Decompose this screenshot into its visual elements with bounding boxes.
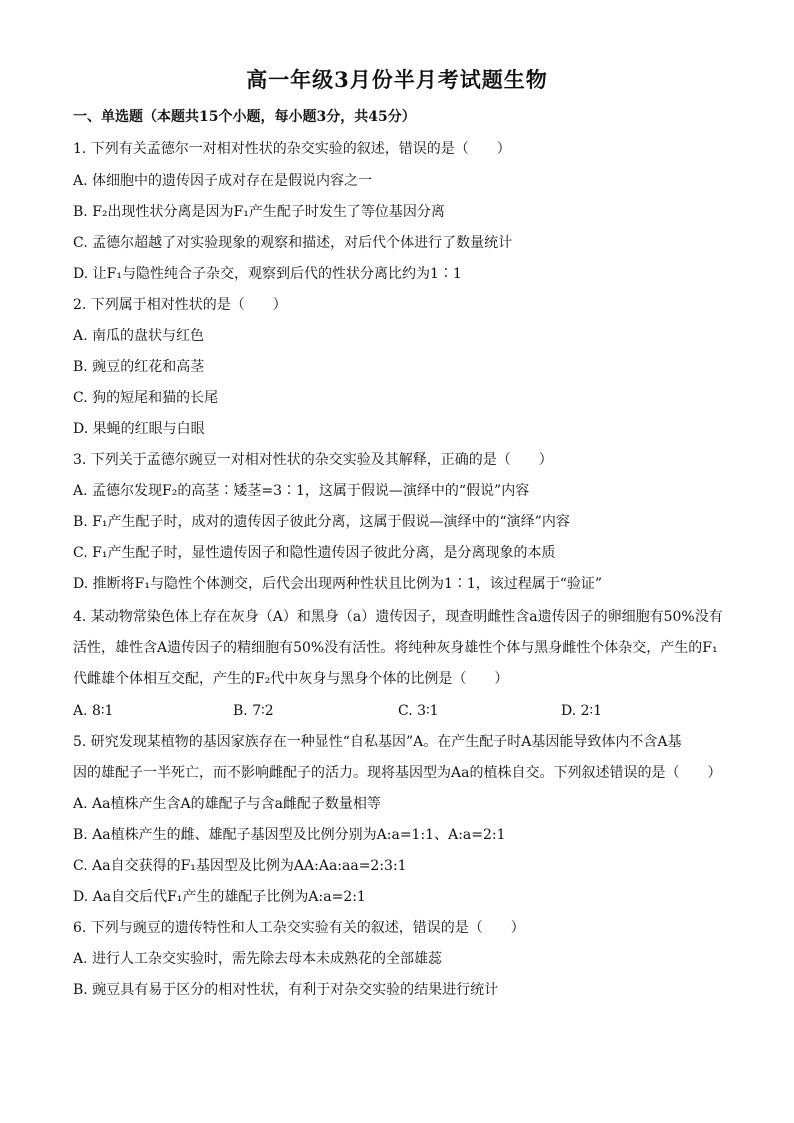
question-5-stem-line-2: 因的雄配子一半死亡，而不影响雌配子的活力。现将基因型为Aa的植株自交。下列叙述错误的是（ ） <box>73 765 722 781</box>
question-2-option-c: C. 狗的短尾和猫的长尾 <box>73 390 219 406</box>
question-4-option-a: A. 8∶1 <box>73 703 114 719</box>
question-5-option-c: C. Aa自交获得的F₁基因型及比例为AA:Aa:aa=2:3:1 <box>73 858 407 874</box>
question-1-stem: 1. 下列有关孟德尔一对相对性状的杂交实验的叙述，错误的是（ ） <box>73 141 511 157</box>
question-4-option-d: D. 2∶1 <box>561 703 603 719</box>
question-3-option-a: A. 孟德尔发现F₂的高茎∶矮茎=3∶1，这属于假说—演绎中的“假说”内容 <box>73 483 530 499</box>
question-3-option-b: B. F₁产生配子时，成对的遗传因子彼此分离，这属于假说—演绎中的“演绎”内容 <box>73 514 570 530</box>
question-3-option-c: C. F₁产生配子时，显性遗传因子和隐性遗传因子彼此分离，是分离现象的本质 <box>73 545 556 561</box>
section-heading: 一、单选题（本题共15个小题，每小题3分，共45分） <box>73 109 416 125</box>
question-3-option-d: D. 推断将F₁与隐性个体测交，后代会出现两种性状且比例为1∶1，该过程属于“验证” <box>73 576 603 592</box>
question-1-option-a: A. 体细胞中的遗传因子成对存在是假说内容之一 <box>73 173 373 189</box>
question-4-option-c: C. 3∶1 <box>398 703 439 719</box>
question-1-option-d: D. 让F₁与隐性纯合子杂交，观察到后代的性状分离比约为1∶1 <box>73 266 462 282</box>
question-2-option-a: A. 南瓜的盘状与红色 <box>73 328 205 344</box>
question-4-stem-line-1: 4. 某动物常染色体上存在灰身（A）和黑身（a）遗传因子，现查明雌性含a遗传因子的卵细胞有50%没有 <box>73 609 723 625</box>
question-5-option-a: A. Aa植株产生含A的雄配子与含a雌配子数量相等 <box>73 796 381 812</box>
question-4-stem-line-3: 代雌雄个体相互交配，产生的F₂代中灰身与黑身个体的比例是（ ） <box>73 671 509 687</box>
question-5-option-d: D. Aa自交后代F₁产生的雄配子比例为A:a=2:1 <box>73 889 366 905</box>
question-2-option-b: B. 豌豆的红花和高茎 <box>73 359 205 375</box>
question-5-stem-line-1: 5. 研究发现某植物的基因家族存在一种显性“自私基因”A。在产生配子时A基因能导致体内不含A基 <box>73 734 682 750</box>
question-4-stem-line-2: 活性，雄性含A遗传因子的精细胞有50%没有活性。将纯种灰身雄性个体与黑身雌性个体杂交，产生的F₁ <box>73 640 718 656</box>
question-3-stem: 3. 下列关于孟德尔豌豆一对相对性状的杂交实验及其解释，正确的是（ ） <box>73 452 553 468</box>
question-5-option-b: B. Aa植株产生的雌、雄配子基因型及比例分别为A:a=1:1、A:a=2:1 <box>73 827 506 843</box>
question-6-option-b: B. 豌豆具有易于区分的相对性状，有利于对杂交实验的结果进行统计 <box>73 982 499 998</box>
question-6-stem: 6. 下列与豌豆的遗传特性和人工杂交实验有关的叙述，错误的是（ ） <box>73 920 525 936</box>
question-1-option-c: C. 孟德尔超越了对实验现象的观察和描述，对后代个体进行了数量统计 <box>73 235 513 251</box>
question-4-options <box>73 701 733 721</box>
question-6-option-a: A. 进行人工杂交实验时，需先除去母本未成熟花的全部雄蕊 <box>73 951 443 967</box>
question-1-option-b: B. F₂出现性状分离是因为F₁产生配子时发生了等位基因分离 <box>73 204 445 220</box>
question-2-option-d: D. 果蝇的红眼与白眼 <box>73 421 205 437</box>
page-title: 高一年级3月份半月考试题生物 <box>246 67 548 92</box>
question-2-stem: 2. 下列属于相对性状的是（ ） <box>73 297 287 313</box>
question-4-option-b: B. 7∶2 <box>233 703 274 719</box>
